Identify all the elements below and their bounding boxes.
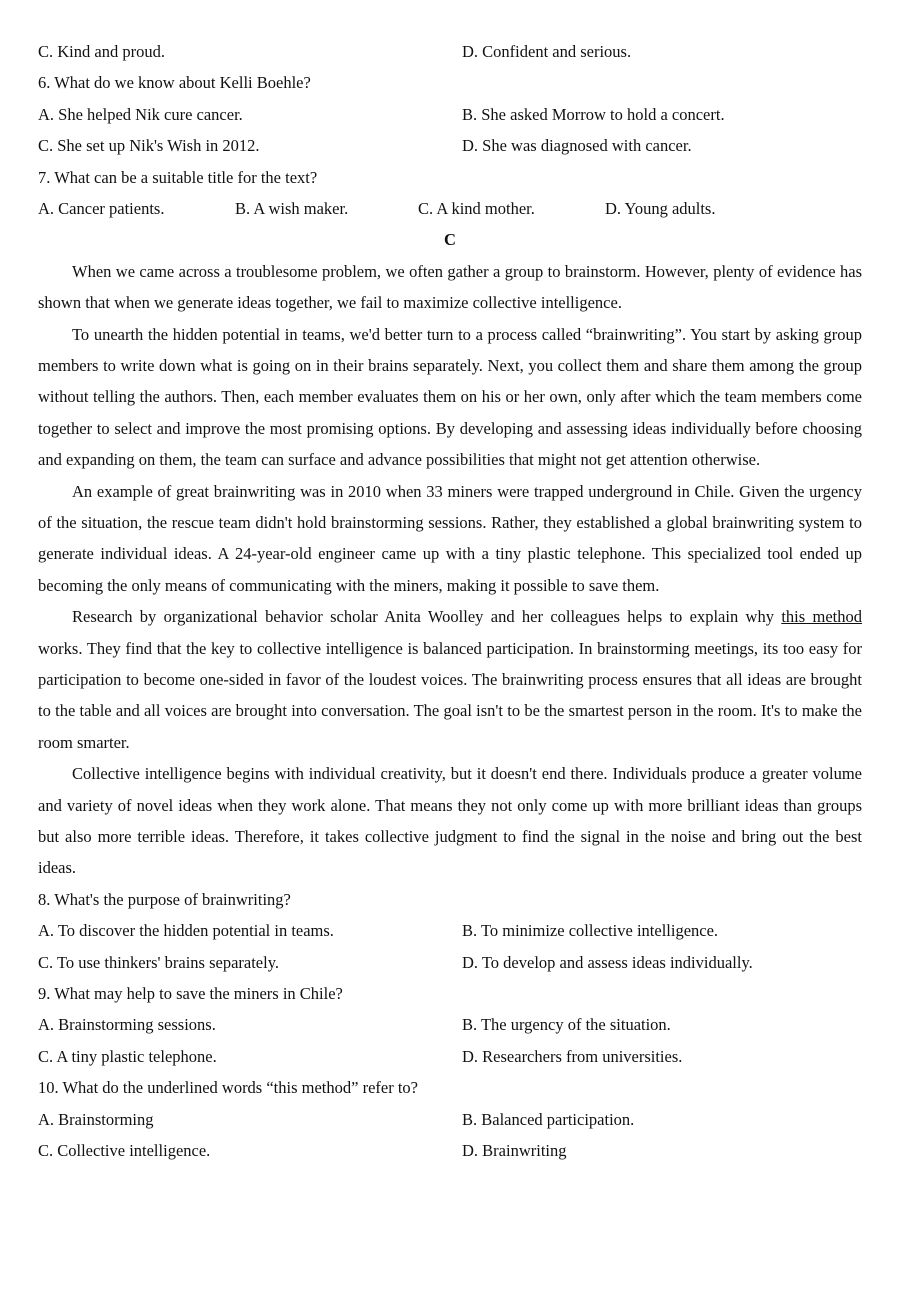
- q5-options-row-cd: [38, 36, 862, 67]
- q7-option-a: A. Cancer patients.: [38, 198, 165, 218]
- q5-option-d: D. Confident and serious.: [462, 42, 632, 61]
- q6-option-c: C. She set up Nik's Wish in 2012.: [38, 136, 260, 156]
- q7-option-b: B. A wish maker.: [235, 198, 349, 218]
- passage-paragraph-3: An example of great brainwriting was in 2010 when 33 miners were trapped underground in Chile. Given the urgency of the situation, the rescue team didn't hold brainstorming sessions. Rather, they established a global brainwriting system to generate individual ideas. A 24-year-old engineer came up with a tiny plastic telephone. This specialized tool ended up becoming the only means of communicating with the miners, making it possible to save them.: [38, 481, 862, 595]
- q10-option-c: C. Collective intelligence.: [38, 1140, 211, 1160]
- q8-options-row-cd: [38, 947, 862, 978]
- q9-option-d: D. Researchers from universities.: [462, 1046, 683, 1066]
- q8-question: 8. What's the purpose of brainwriting?: [38, 889, 291, 909]
- q6-options-row-cd: [38, 130, 862, 161]
- q7-options-row: [38, 193, 862, 224]
- passage-paragraph-4-start: Research by organizational behavior scholar Anita Woolley and her colleagues helps to explain why: [72, 607, 782, 627]
- q6-question: 6. What do we know about Kelli Boehle?: [38, 73, 311, 93]
- q8-option-d: D. To develop and assess ideas individually.: [462, 952, 753, 972]
- q8-option-a: A. To discover the hidden potential in teams.: [38, 921, 334, 941]
- passage-paragraph-4: [38, 601, 862, 758]
- underlined-phrase: this method: [781, 607, 862, 627]
- passage-paragraph-1: When we came across a troublesome problem, we often gather a group to brainstorm. However, plenty of evidence has shown that when we generate ideas together, we fail to maximize collective intelligence.: [38, 261, 862, 313]
- q6-options-row-ab: [38, 99, 862, 130]
- q8-option-c: C. To use thinkers' brains separately.: [38, 952, 280, 972]
- q9-option-b: B. The urgency of the situation.: [462, 1015, 671, 1035]
- passage-paragraph-2: To unearth the hidden potential in teams, we'd better turn to a process called “brainwriting”. You start by asking group members to write down what is going on in their brains separately. Next, you collect them and share them among the group without telling the authors. Then, each member evaluates them on his or her own, only after which the team members come together to select and improve the most promising options. By developing and assessing ideas individually before choosing and expanding on them, the team can surface and advance possibilities that might not get attention otherwise.: [38, 324, 862, 470]
- q10-option-d: D. Brainwriting: [462, 1140, 567, 1160]
- q9-options-row-ab: [38, 1009, 862, 1040]
- q9-options-row-cd: [38, 1041, 862, 1072]
- q10-option-b: B. Balanced participation.: [462, 1109, 635, 1129]
- q6-option-a: A. She helped Nik cure cancer.: [38, 104, 243, 124]
- q7-option-c: C. A kind mother.: [418, 198, 535, 218]
- q6-option-b: B. She asked Morrow to hold a concert.: [462, 104, 725, 124]
- q9-option-c: C. A tiny plastic telephone.: [38, 1046, 217, 1066]
- passage-paragraph-5: Collective intelligence begins with individual creativity, but it doesn't end there. Individuals produce a greater volume and variety of novel ideas when they work alone. That means they not only come up with more brilliant ideas than groups but also more terrible ideas. Therefore, it takes collective judgment to find the signal in the noise and bring out the best ideas.: [38, 764, 862, 878]
- q8-option-b: B. To minimize collective intelligence.: [462, 921, 719, 941]
- passage-paragraph-4-end: works. They find that the key to collective intelligence is balanced participation. In brainstorming meetings, its too easy for participation to become one-sided in favor of the loudest voices. The brainwriting process ensures that all ideas are brought to the table and all voices are brought into conversation. The goal isn't to be the smartest person in the room. It's to make the room smarter.: [38, 638, 862, 752]
- q7-question: 7. What can be a suitable title for the text?: [38, 167, 318, 187]
- exam-page: [38, 36, 862, 1166]
- q8-options-row-ab: [38, 915, 862, 946]
- q5-option-c: C. Kind and proud.: [38, 42, 165, 61]
- q7-option-d: D. Young adults.: [605, 198, 716, 218]
- q10-options-row-cd: [38, 1135, 862, 1166]
- q6-option-d: D. She was diagnosed with cancer.: [462, 136, 692, 156]
- section-title: C: [444, 230, 456, 250]
- q9-question: 9. What may help to save the miners in Chile?: [38, 984, 343, 1004]
- q10-question: 10. What do the underlined words “this method” refer to?: [38, 1078, 418, 1098]
- q10-option-a: A. Brainstorming: [38, 1109, 154, 1129]
- q9-option-a: A. Brainstorming sessions.: [38, 1015, 216, 1035]
- q10-options-row-ab: [38, 1104, 862, 1135]
